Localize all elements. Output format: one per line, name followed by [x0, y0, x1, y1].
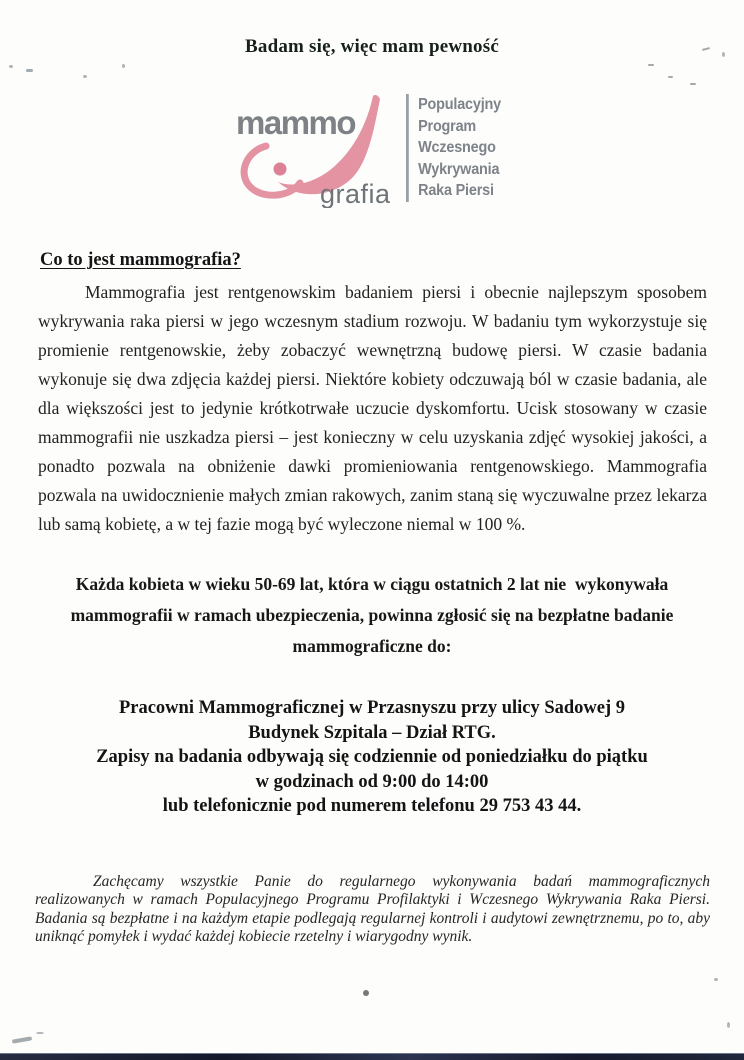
scanned-document-page [0, 36, 744, 1060]
scan-speck [714, 978, 718, 981]
scan-dot [363, 990, 369, 996]
scan-smudge [12, 1036, 32, 1043]
mammografia-logo-graphic [236, 90, 402, 208]
scan-speck [9, 65, 13, 68]
scan-speck [26, 69, 33, 72]
scan-speck [122, 64, 125, 68]
eligibility-block [0, 569, 744, 662]
contact-line-schedule: Zapisy na badania odbywają się codziennie od poniedziałku do piątku [96, 747, 648, 767]
scan-edge-bottom [0, 1053, 744, 1060]
logo-word-mammo: mammo [235, 104, 355, 141]
scan-speck [648, 64, 654, 66]
eligibility-line: Każda kobieta w wieku 50-69 lat, która w ciągu ostatnich 2 lat nie wykonywała [75, 574, 669, 594]
logo-word-grafia: grafia [319, 179, 391, 208]
scan-speck [36, 1032, 44, 1034]
scan-speck [727, 1022, 730, 1028]
program-line: Wczesnego [418, 139, 496, 156]
page-title: Badam się, więc mam pewność [245, 36, 499, 57]
contact-line-address: Pracowni Mammograficznej w Przasnyszu przy ulicy Sadowej 9 [118, 698, 626, 718]
program-line: Populacyjny [418, 96, 501, 113]
footer-note: Zachęcamy wszystkie Panie do regularnego wykonywania badań mammograficznych realizowanych w ramach Populacyjnego Programu Profilaktyki i Wczesnego Wykrywania Raka Piersi. Badania są bezpłatne i na każdym etapie podlegają regularnej kontroli i audytowi zewnętrznemu, po to, aby uniknąć pomyłek i wydać każdej kobiecie rzetelny i wiarygodny wynik. [35, 872, 710, 945]
scan-speck [690, 83, 696, 85]
contact-line-hours: w godzinach od 9:00 do 14:00 [255, 771, 489, 792]
eligibility-line: mammograficzne do: [292, 636, 452, 656]
eligibility-line: mammografii w ramach ubezpieczenia, powinna zgłosić się na bezpłatne badanie [70, 605, 674, 625]
program-line: Program [418, 117, 477, 135]
contact-block [0, 696, 744, 819]
contact-line-building: Budynek Szpitala – Dział RTG. [248, 722, 496, 743]
article-body: Mammografia jest rentgenowskim badaniem piersi i obecnie najlepszym sposobem wykrywania raka piersi w jego wczesnym stadium rozwoju. W badaniu tym wykorzystuje się promienie rentgenowskie, żeby zobaczyć wewnętrzną budowę piersi. W czasie badania wykonuje się dwa zdjęcia każdej piersi. Niektóre kobiety odczuwają ból w czasie badania, ale dla większości jest to jedynie krótkotrwałe uczucie dyskomfortu. Ucisk stosowany w czasie mammografii nie uszkadza piersi – jest konieczny w celu uzyskania zdjęć wysokiej jakości, a ponadto pozwala na obniżenie dawki promieniowania rentgenowskiego. Mammografia pozwala na uwidocznienie małych zmian rakowych, zanim staną się wyczuwalne przez lekarza lub samą kobietę, a w tej fazie mogą być wyleczone niemal w 100 %. [38, 282, 707, 534]
section-heading: Co to jest mammografia? [40, 250, 241, 270]
program-name-block [406, 94, 501, 202]
program-line: Raka Piersi [418, 182, 494, 199]
program-line: Wykrywania [418, 160, 500, 178]
mammografia-logo [0, 90, 744, 208]
contact-line-phone: lub telefonicznie pod numerem telefonu 29 753 43 44. [162, 796, 582, 816]
nipple-dot [273, 163, 286, 176]
scan-speck [83, 75, 87, 78]
scan-speck [668, 76, 673, 78]
